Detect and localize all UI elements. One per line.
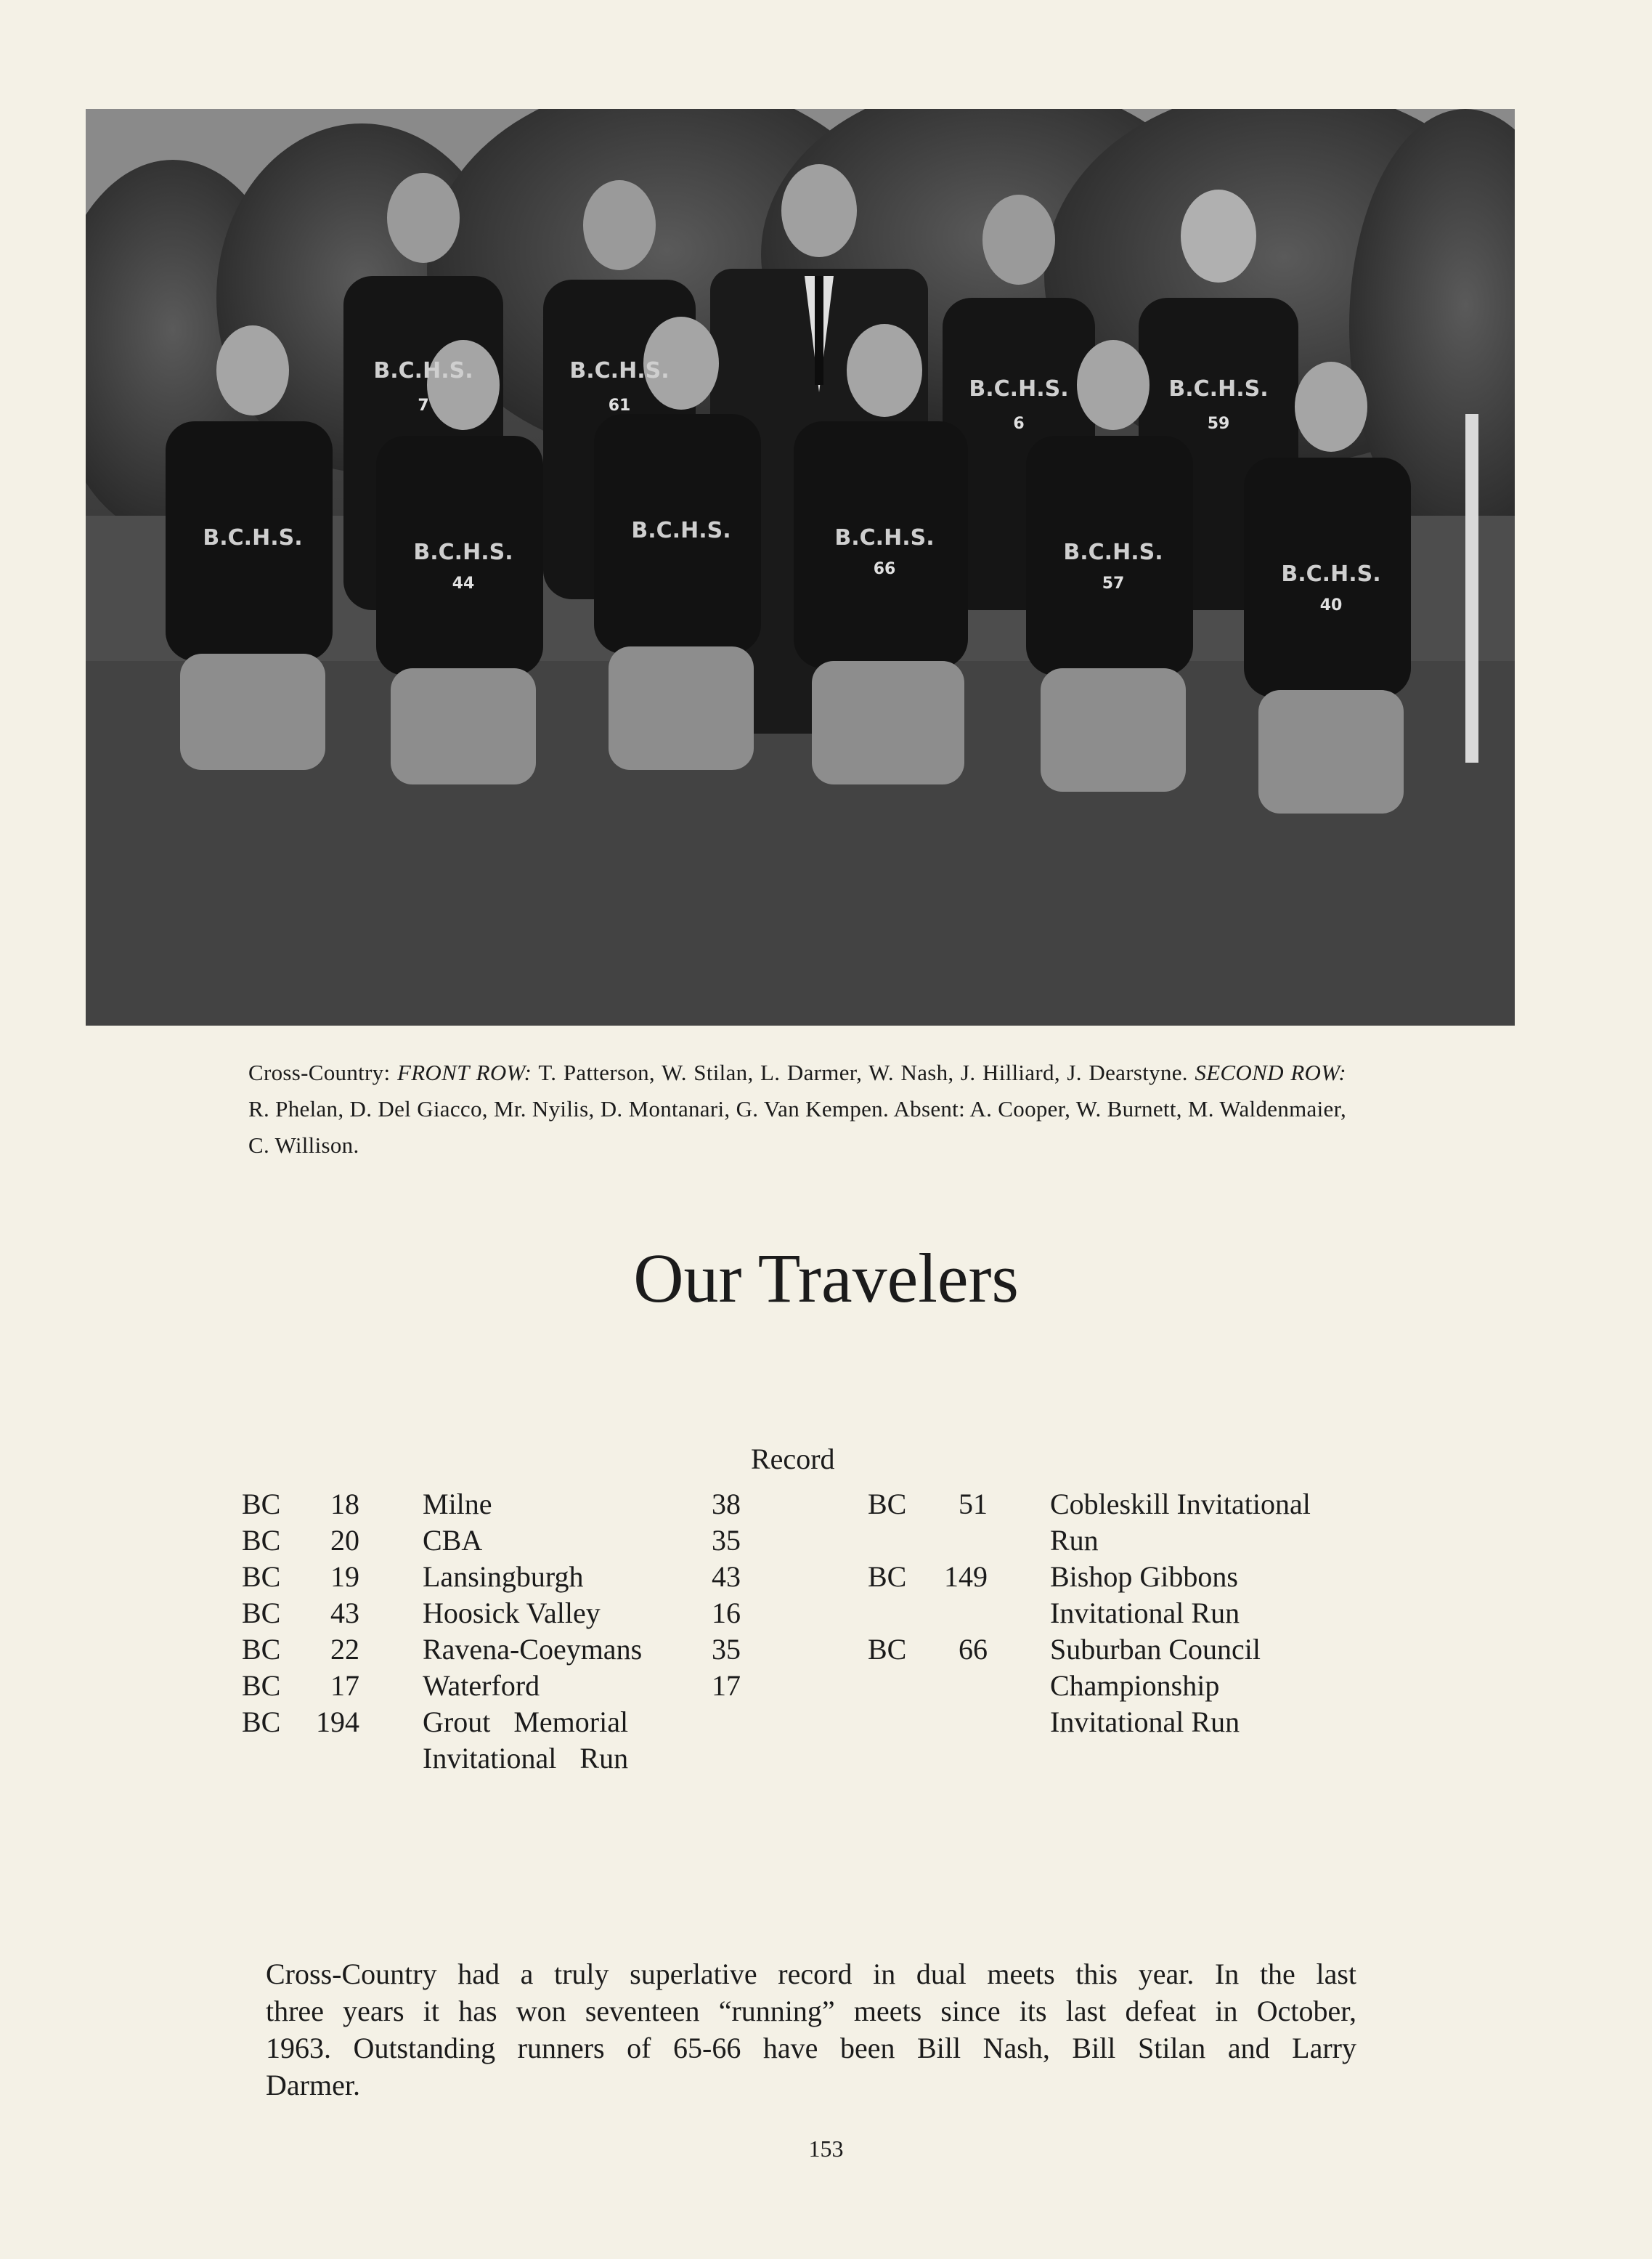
jersey-number-front-4: 66 (873, 560, 896, 578)
record-right-event: Bishop Gibbons (1050, 1560, 1238, 1593)
jersey-number-back-3: 6 (1013, 415, 1025, 433)
record-left-score: 43 (330, 1597, 359, 1629)
record-left-opponent: Ravena-Coeymans (423, 1633, 643, 1666)
caption-front-row-label: FRONT ROW: (396, 1060, 532, 1085)
paragraph-line: Darmer. (266, 2069, 360, 2101)
paragraph-line: 1963. Outstanding runners of 65-66 have been Bill Nash, Bill Stilan and Larry (266, 2032, 1356, 2064)
record-right-event: Suburban Council (1050, 1633, 1261, 1666)
record-right-event-column (1050, 1486, 1355, 1740)
record-left-score: 20 (330, 1524, 359, 1557)
caption-second-row-names: R. Phelan, D. Del Giacco, Mr. Nyilis, D. Montanari, G. Van Kempen. (248, 1096, 890, 1122)
jersey-number-front-2: 44 (452, 575, 475, 593)
record-left-score: 22 (330, 1633, 359, 1666)
jersey-letters-front-2: B.C.H.S. (413, 540, 513, 565)
record-left-score-column (305, 1486, 359, 1740)
jersey-letters-front-1: B.C.H.S. (203, 525, 303, 551)
team-photo-drawing (86, 109, 1515, 1026)
record-right-score: 51 (959, 1488, 988, 1520)
page-title: Our Travelers (633, 1239, 1019, 1317)
record-left-opponent-score: 43 (712, 1560, 741, 1593)
record-left-opponent-column (423, 1486, 670, 1777)
record-right-team: BC (868, 1488, 907, 1520)
record-left-opponent: Milne (423, 1488, 492, 1520)
record-left-opponent: Grout Memorial (423, 1706, 629, 1738)
summary-paragraph (266, 1955, 1356, 2104)
jersey-letters-front-4: B.C.H.S. (834, 525, 935, 551)
record-left-team: BC (242, 1488, 281, 1520)
record-right-event: Cobleskill Invitational (1050, 1488, 1311, 1520)
record-left-score: 19 (330, 1560, 359, 1593)
record-left-team: BC (242, 1706, 281, 1738)
jersey-number-front-6: 40 (1319, 596, 1343, 615)
caption-absent: Absent: A. Cooper, W. Burnett, M. Waldenmaier, C. Willison. (248, 1096, 1346, 1158)
record-left-score: 17 (330, 1669, 359, 1702)
jersey-number-back-1: 7 (418, 397, 429, 415)
jersey-letters-front-6: B.C.H.S. (1281, 561, 1381, 587)
record-left-opponent-continued: Invitational Run (423, 1742, 629, 1775)
record-left-opponent: Lansingburgh (423, 1560, 584, 1593)
jersey-letters-back-2: B.C.H.S. (569, 358, 670, 384)
record-right-score: 66 (959, 1633, 988, 1666)
team-photo (86, 109, 1515, 1026)
jersey-number-front-5: 57 (1102, 575, 1125, 593)
record-right-event-continued: Invitational Run (1050, 1597, 1240, 1629)
record-right-score-column (929, 1486, 988, 1668)
record-left-team: BC (242, 1669, 281, 1702)
record-left-team: BC (242, 1524, 281, 1557)
record-left-team-column (242, 1486, 300, 1740)
jersey-letters-front-3: B.C.H.S. (631, 518, 731, 543)
record-left-team: BC (242, 1633, 281, 1666)
record-left-opponent-score: 38 (712, 1488, 741, 1520)
record-right-team: BC (868, 1633, 907, 1666)
caption-second-row-label: SECOND ROW: (1195, 1060, 1346, 1085)
record-right-event-continued: Championship (1050, 1669, 1220, 1702)
record-right-score: 149 (944, 1560, 988, 1593)
record-left-opponent-score: 17 (712, 1669, 741, 1702)
record-left-team: BC (242, 1560, 281, 1593)
paragraph-line: Cross-Country had a truly superlative record in dual meets this year. In the last (266, 1958, 1356, 1990)
record-right-event-continued: Invitational Run (1050, 1706, 1240, 1738)
record-left-opponent: Waterford (423, 1669, 540, 1702)
record-left-opponent-score: 35 (712, 1524, 741, 1557)
jersey-number-back-2: 61 (608, 397, 631, 415)
record-left-opponent-score: 16 (712, 1597, 741, 1629)
record-left-opponent: Hoosick Valley (423, 1597, 601, 1629)
record-left-score: 194 (316, 1706, 359, 1738)
record-heading: Record (751, 1443, 835, 1475)
jersey-letters-back-3: B.C.H.S. (969, 376, 1069, 402)
caption-front-row-names: T. Patterson, W. Stilan, L. Darmer, W. Nash, J. Hilliard, J. Dearstyne. (538, 1060, 1188, 1085)
jersey-number-back-4: 59 (1207, 415, 1230, 433)
jersey-letters-back-1: B.C.H.S. (373, 358, 473, 384)
photo-caption (248, 1055, 1346, 1164)
record-left-opponent: CBA (423, 1524, 483, 1557)
record-right-event-continued: Run (1050, 1524, 1099, 1557)
record-left-team: BC (242, 1597, 281, 1629)
paragraph-line: three years it has won seventeen “running” meets since its last defeat in October, (266, 1995, 1356, 2027)
page-number: 153 (808, 2136, 844, 2162)
jersey-letters-back-4: B.C.H.S. (1168, 376, 1269, 402)
caption-intro: Cross-Country: (248, 1060, 391, 1085)
record-left-opponent-score: 35 (712, 1633, 741, 1666)
jersey-letters-front-5: B.C.H.S. (1063, 540, 1163, 565)
record-left-score: 18 (330, 1488, 359, 1520)
record-right-team: BC (868, 1560, 907, 1593)
record-right-team-column (868, 1486, 926, 1668)
record-left-opponent-score-column (697, 1486, 741, 1704)
